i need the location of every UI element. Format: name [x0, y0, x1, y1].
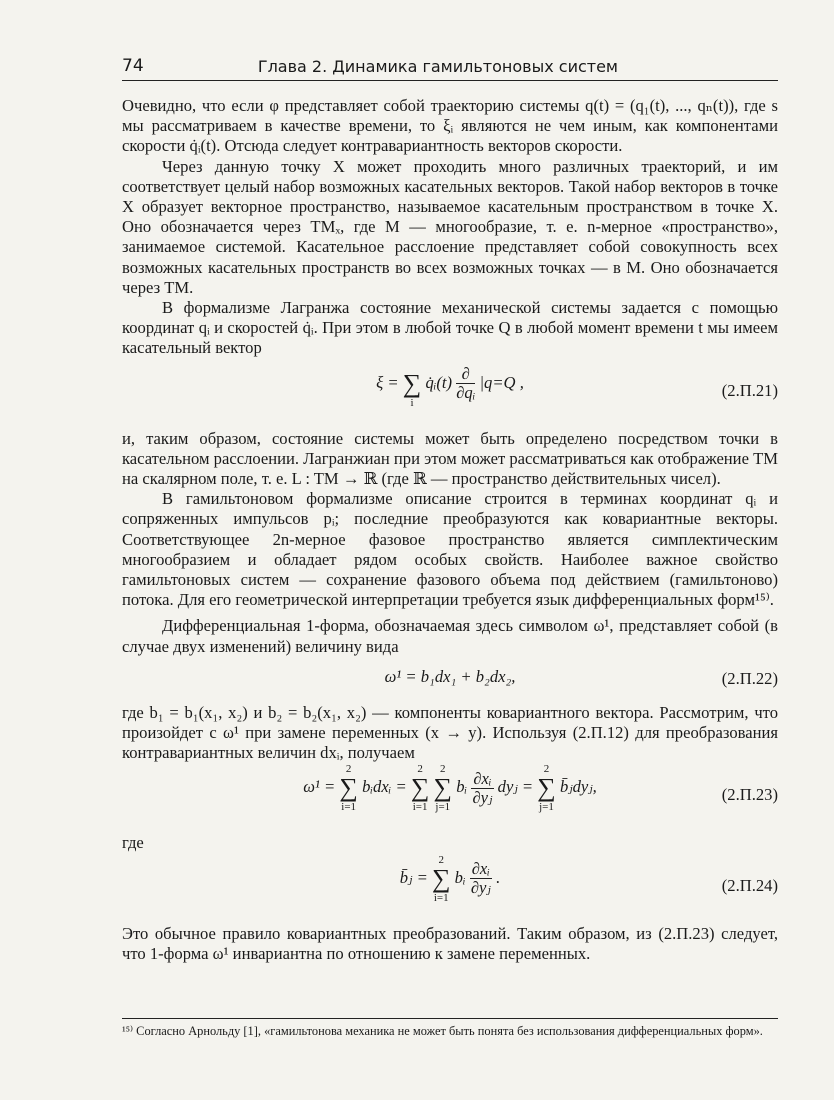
paragraph-8: где — [122, 833, 144, 853]
page-number: 74 — [122, 56, 144, 76]
equation-number-21: (2.П.21) — [721, 380, 778, 400]
equation-2-P-24-formula — [122, 854, 778, 904]
equation-number-23: (2.П.23) — [721, 785, 778, 805]
paragraph-5: В гамильтоновом формализме описание строится в терминах координат qᵢ и сопряженных импульсов pᵢ; последние преобразуются как ковариантные векторы. Соответствующее 2n-мерное фазовое пространство является симплектическим многообразием и обладает рядом особых свойств. Наиболее важное свойство гамильтоновых систем — сохранение фазового объема под действием (гамильтоново) потока. Для его геометрической интерпретации требуется язык дифференциальных форм¹⁵⁾. — [122, 489, 778, 610]
eq23-sum-4: 2 ∑ j=1 — [537, 763, 556, 814]
eq23-sum-3: 2 ∑ j=1 — [433, 763, 453, 814]
paragraph-1: Очевидно, что если φ представляет собой траекторию системы q(t) = (q₁(t), ..., qₙ(t)), где s мы рассматриваем в качестве времени, то ξᵢ являются не чем иным, как компонентами скорости q̇ᵢ(t). Отсюда следует контравариантность векторов скорости. — [122, 96, 778, 156]
footnote-text: ¹⁵⁾ Согласно Арнольду [1], «гамильтонова механика не может быть понята без использования дифференциальных форм». — [122, 1024, 763, 1038]
eq21-sum-index: i — [410, 396, 414, 409]
paragraph-2: Через данную точку X может проходить много различных траекторий, и им соответствует целый набор возможных касательных векторов. Такой набор векторов в точке X образует векторное пространство, называемое касательным пространством в точке X. Оно обозначается через TMₓ, где M — многообразие, т. е. n-мерное «пространство», занимаемое системой. Касательное расслоение представляет собой совокупность всех возможных касательных пространств во всех возможных точках — в M. Оно обозначается через TM. — [122, 156, 778, 297]
eq23-sum-2-bot: i=1 — [412, 801, 428, 814]
eq21-sum: ∑ i — [402, 368, 422, 409]
eq23-sum-1-bot: i=1 — [341, 801, 357, 814]
eq23-term-3: dyⱼ = — [497, 777, 534, 797]
paragraph-7: где b₁ = b₁(x₁, x₂) и b₂ = b₂(x₁, x₂) — компоненты ковариантного вектора. Рассмотрим, что произойдет с ω¹ при замене переменных (x → y). Используя (2.П.12) для преобразования контравариантных величин dxᵢ, получаем — [122, 702, 778, 763]
eq24-sum-top: 2 — [438, 853, 444, 866]
footnote — [122, 1018, 778, 1039]
equation-number-24: (2.П.24) — [721, 875, 778, 895]
equation-2-P-21 — [122, 359, 778, 429]
eq24-tail: . — [496, 867, 501, 887]
eq21-lhs: ξ = — [376, 372, 399, 392]
eq24-sum-bot: i=1 — [433, 891, 449, 904]
eq24-frac-top: ∂xᵢ — [471, 859, 490, 879]
eq23-lhs: ω¹ = — [303, 777, 336, 797]
equation-number-22: (2.П.22) — [721, 668, 778, 688]
eq24-lhs: b̄ⱼ = — [399, 867, 428, 887]
paragraph-4: и, таким образом, состояние системы может быть определено посредством точки в касательном расслоении. Лагранжиан при этом может рассматриваться как отображение TM на скалярном поле, т. е. L : TM → ℝ (где ℝ — пространство действительных чисел). — [122, 428, 778, 489]
eq21-fraction — [456, 365, 475, 402]
paragraph-9: Это обычное правило ковариантных преобразований. Таким образом, из (2.П.23) следует, что 1-форма ω¹ инвариантна по отношению к замене переменных. — [122, 923, 778, 963]
page-body — [122, 96, 778, 964]
paragraph-6: Дифференциальная 1-форма, обозначаемая здесь символом ω¹, представляет собой (в случае двух изменений) величину вида — [122, 616, 778, 656]
eq23-sum-4-bot: j=1 — [539, 801, 554, 814]
eq24-fraction — [470, 860, 492, 897]
eq23-sum-3-top: 2 — [440, 763, 446, 776]
eq24-frac-bottom: ∂yⱼ — [470, 878, 491, 898]
eq21-body: q̇ᵢ(t) — [425, 372, 453, 392]
equation-2-P-23-formula — [122, 763, 778, 813]
eq23-sum-1-top: 2 — [345, 763, 352, 776]
eq23-sum-2-top: 2 — [417, 763, 423, 776]
equation-2-P-23 — [122, 763, 778, 833]
eq21-eval: |q=Q , — [479, 372, 524, 392]
eq23-term-1: bᵢdxᵢ = — [362, 777, 407, 797]
eq23-frac-bottom: ∂yⱼ — [472, 787, 493, 807]
eq23-sum-4-top: 2 — [543, 763, 550, 776]
equation-2-P-22 — [122, 657, 778, 703]
paragraph-3: В формализме Лагранжа состояние механической системы задается с помощью координат qᵢ и скоростей q̇ᵢ. При этом в любой точке Q в любой момент времени t мы имеем касательный вектор — [122, 298, 778, 358]
eq24-body: bᵢ — [454, 867, 466, 887]
chapter-title: Глава 2. Динамика гамильтоновых систем — [257, 57, 618, 76]
equation-2-P-24 — [122, 854, 778, 924]
page-header — [122, 54, 778, 81]
eq21-frac-bottom: ∂qᵢ — [456, 383, 476, 403]
eq23-term-4: b̄ⱼdyⱼ, — [559, 777, 597, 797]
eq21-frac-top: ∂ — [456, 365, 475, 384]
eq23-sum-3-bot: j=1 — [435, 801, 451, 814]
equation-2-P-21-formula — [122, 359, 778, 409]
equation-2-P-22-formula: ω¹ = b₁dx₁ + b₂dx₂, — [384, 666, 516, 686]
eq23-frac-top: ∂xᵢ — [473, 768, 492, 788]
eq23-sum-2: 2 ∑ i=1 — [410, 763, 430, 814]
eq24-sum: 2 ∑ i=1 — [431, 853, 451, 904]
eq23-sum-1: 2 ∑ i=1 — [339, 763, 358, 814]
eq23-term-2: bᵢ — [456, 777, 468, 797]
eq23-fraction — [471, 770, 493, 807]
